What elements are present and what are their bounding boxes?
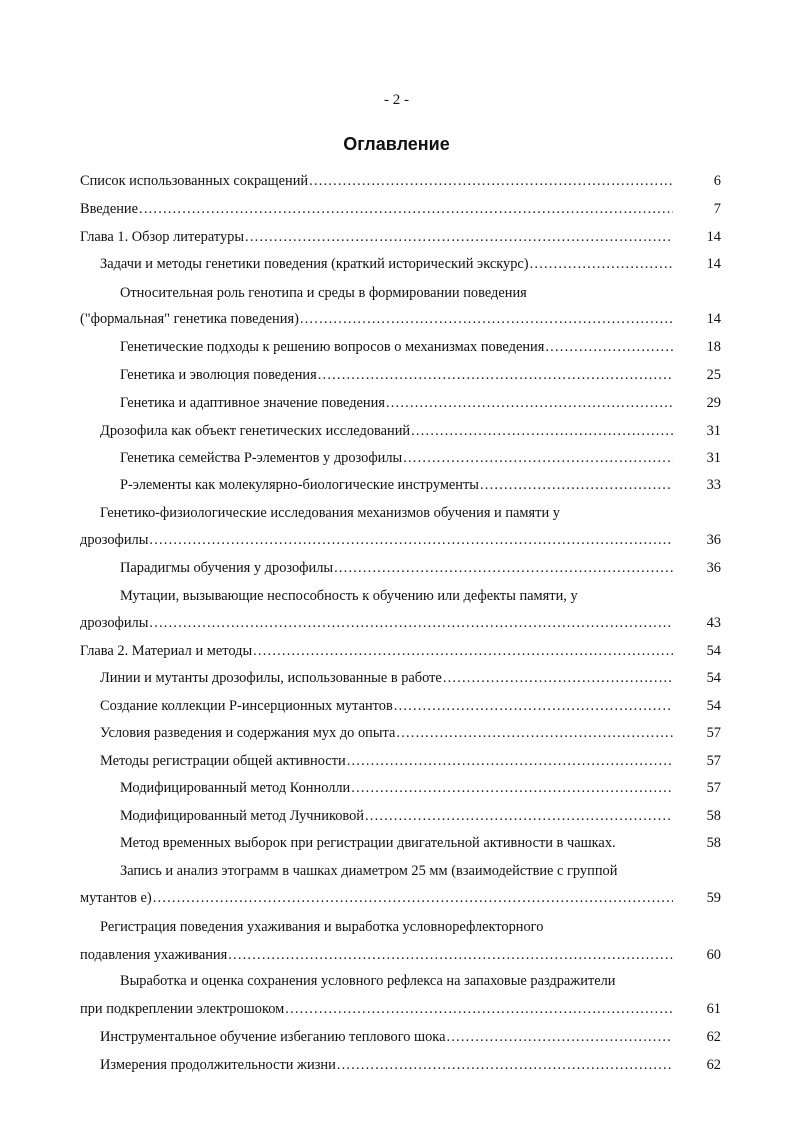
toc-entry-page: 54 — [706, 643, 721, 659]
leader-dots — [365, 806, 673, 826]
toc-entry-text: Методы регистрации общей активности — [100, 753, 346, 769]
leader-dots — [285, 999, 673, 1019]
page-number: - 2 - — [384, 92, 409, 108]
leader-dots — [153, 888, 673, 908]
leader-dots — [318, 365, 673, 385]
toc-entry-page: 58 — [706, 835, 721, 851]
toc-entry-page: 33 — [706, 477, 721, 493]
toc-entry-text: Инструментальное обучение избеганию теплового шока — [100, 1029, 446, 1045]
toc-entry — [100, 1027, 673, 1047]
toc-entry — [100, 917, 543, 937]
toc-entry — [120, 448, 673, 468]
leader-dots — [149, 613, 673, 633]
toc-entry-text: Модифицированный метод Коннолли — [120, 780, 351, 796]
leader-dots — [386, 393, 673, 413]
toc-entry-page: 57 — [706, 725, 721, 741]
toc-entry-text: Р-элементы как молекулярно-биологические инструменты — [120, 477, 479, 493]
toc-entry-page: 59 — [706, 890, 721, 906]
toc-entry-text: Модифицированный метод Лучниковой — [120, 808, 364, 824]
toc-entry-page: 62 — [706, 1057, 721, 1073]
toc-entry — [100, 751, 673, 771]
toc-entry — [120, 806, 673, 826]
toc-entry-text: ("формальная" генетика поведения) — [80, 311, 299, 327]
toc-entry-text: дрозофилы — [80, 615, 149, 631]
toc-entry-page: 14 — [706, 229, 721, 245]
toc-entry — [120, 283, 527, 303]
leader-dots — [149, 530, 673, 550]
toc-entry-page: 57 — [706, 780, 721, 796]
toc-title: Оглавление — [343, 134, 450, 154]
leader-dots — [228, 945, 673, 965]
toc-entry-page: 54 — [706, 670, 721, 686]
toc-entry-text: Линии и мутанты дрозофилы, использованные в работе — [100, 670, 442, 686]
leader-dots — [394, 696, 673, 716]
leader-dots — [545, 337, 673, 357]
toc-entry-text: Генетика и эволюция поведения — [120, 367, 317, 383]
toc-entry-page: 36 — [706, 560, 721, 576]
toc-entry-page: 31 — [706, 450, 721, 466]
toc-entry-page: 58 — [706, 808, 721, 824]
toc-entry-text: Задачи и методы генетики поведения (краткий исторический экскурс) — [100, 256, 529, 272]
leader-dots — [300, 309, 673, 329]
toc-entry — [80, 945, 673, 965]
toc-entry-text: Дрозофила как объект генетических исследований — [100, 423, 411, 439]
leader-dots — [480, 475, 673, 495]
toc-entry-text: мутантов e) — [80, 890, 152, 906]
toc-entry — [80, 309, 673, 329]
toc-entry-page: 36 — [706, 532, 721, 548]
leader-dots — [403, 448, 673, 468]
toc-entry — [120, 337, 673, 357]
toc-entry-page: 60 — [706, 947, 721, 963]
toc-entry — [100, 696, 673, 716]
toc-entry — [120, 558, 673, 578]
toc-entry — [120, 833, 616, 853]
toc-entry-text: Генетика семейства Р-элементов у дрозофилы — [120, 450, 403, 466]
leader-dots — [351, 778, 673, 798]
toc-entry — [100, 1055, 673, 1075]
leader-dots — [245, 227, 673, 247]
toc-entry-page: 43 — [706, 615, 721, 631]
toc-entry-text: Метод временных выборок при регистрации двигательной активности в чашках. — [120, 835, 616, 851]
toc-entry — [80, 888, 673, 908]
toc-entry — [100, 254, 673, 274]
leader-dots — [396, 723, 673, 743]
toc-entry-text: Регистрация поведения ухаживания и выработка условнорефлекторного — [100, 919, 544, 935]
toc-entry — [100, 503, 560, 523]
toc-entry-page: 54 — [706, 698, 721, 714]
toc-entry-page: 18 — [706, 339, 721, 355]
toc-entry — [120, 475, 673, 495]
toc-entry-text: Глава 1. Обзор литературы — [80, 229, 245, 245]
toc-entry-text: Парадигмы обучения у дрозофилы — [120, 560, 334, 576]
toc-entry — [80, 227, 673, 247]
toc-entry-text: Генетические подходы к решению вопросов о механизмах поведения — [120, 339, 545, 355]
toc-entry-text: Создание коллекции Р-инсерционных мутантов — [100, 698, 393, 714]
toc-entry — [120, 861, 617, 881]
toc-entry-page: 6 — [713, 173, 721, 189]
toc-entry — [80, 641, 673, 661]
toc-entry-text: Генетика и адаптивное значение поведения — [120, 395, 385, 411]
leader-dots — [411, 421, 673, 441]
leader-dots — [347, 751, 673, 771]
toc-entry-text: Запись и анализ этограмм в чашках диаметром 25 мм (взаимодействие с группой — [120, 863, 618, 879]
toc-entry — [80, 171, 673, 191]
toc-entry-page: 14 — [706, 311, 721, 327]
toc-entry-page: 62 — [706, 1029, 721, 1045]
leader-dots — [337, 1055, 673, 1075]
toc-entry-text: дрозофилы — [80, 532, 149, 548]
toc-entry — [80, 530, 673, 550]
toc-entry-page: 61 — [706, 1001, 721, 1017]
toc-entry — [80, 999, 673, 1019]
toc-entry-page: 25 — [706, 367, 721, 383]
toc-entry-text: при подкреплении электрошоком — [80, 1001, 285, 1017]
toc-entry-text: подавления ухаживания — [80, 947, 228, 963]
toc-entry — [120, 971, 616, 991]
leader-dots — [309, 171, 673, 191]
leader-dots — [253, 641, 673, 661]
toc-entry — [120, 586, 578, 606]
leader-dots — [334, 558, 673, 578]
toc-entry-page: 29 — [706, 395, 721, 411]
toc-entry — [120, 365, 673, 385]
toc-entry — [80, 199, 673, 219]
toc-entry-page: 7 — [713, 201, 721, 217]
toc-entry — [120, 778, 673, 798]
toc-entry-text: Измерения продолжительности жизни — [100, 1057, 336, 1073]
leader-dots — [446, 1027, 673, 1047]
toc-entry-text: Список использованных сокращений — [80, 173, 309, 189]
toc-entry — [100, 668, 673, 688]
toc-entry-page: 57 — [706, 753, 721, 769]
toc-entry — [120, 393, 673, 413]
leader-dots — [139, 199, 673, 219]
toc-entry-text: Условия разведения и содержания мух до опыта — [100, 725, 396, 741]
toc-entry-text: Введение — [80, 201, 139, 217]
toc-entry — [80, 613, 673, 633]
toc-entry — [100, 723, 673, 743]
toc-entry-page: 14 — [706, 256, 721, 272]
toc-entry-text: Относительная роль генотипа и среды в формировании поведения — [120, 285, 527, 301]
leader-dots — [443, 668, 673, 688]
toc-entry-text: Мутации, вызывающие неспособность к обучению или дефекты памяти, у — [120, 588, 578, 604]
toc-entry-page: 31 — [706, 423, 721, 439]
leader-dots — [530, 254, 673, 274]
toc-entry-text: Глава 2. Материал и методы — [80, 643, 253, 659]
toc-entry-text: Выработка и оценка сохранения условного рефлекса на запаховые раздражители — [120, 973, 616, 989]
toc-entry — [100, 421, 673, 441]
toc-entry-text: Генетико-физиологические исследования механизмов обучения и памяти у — [100, 505, 560, 521]
